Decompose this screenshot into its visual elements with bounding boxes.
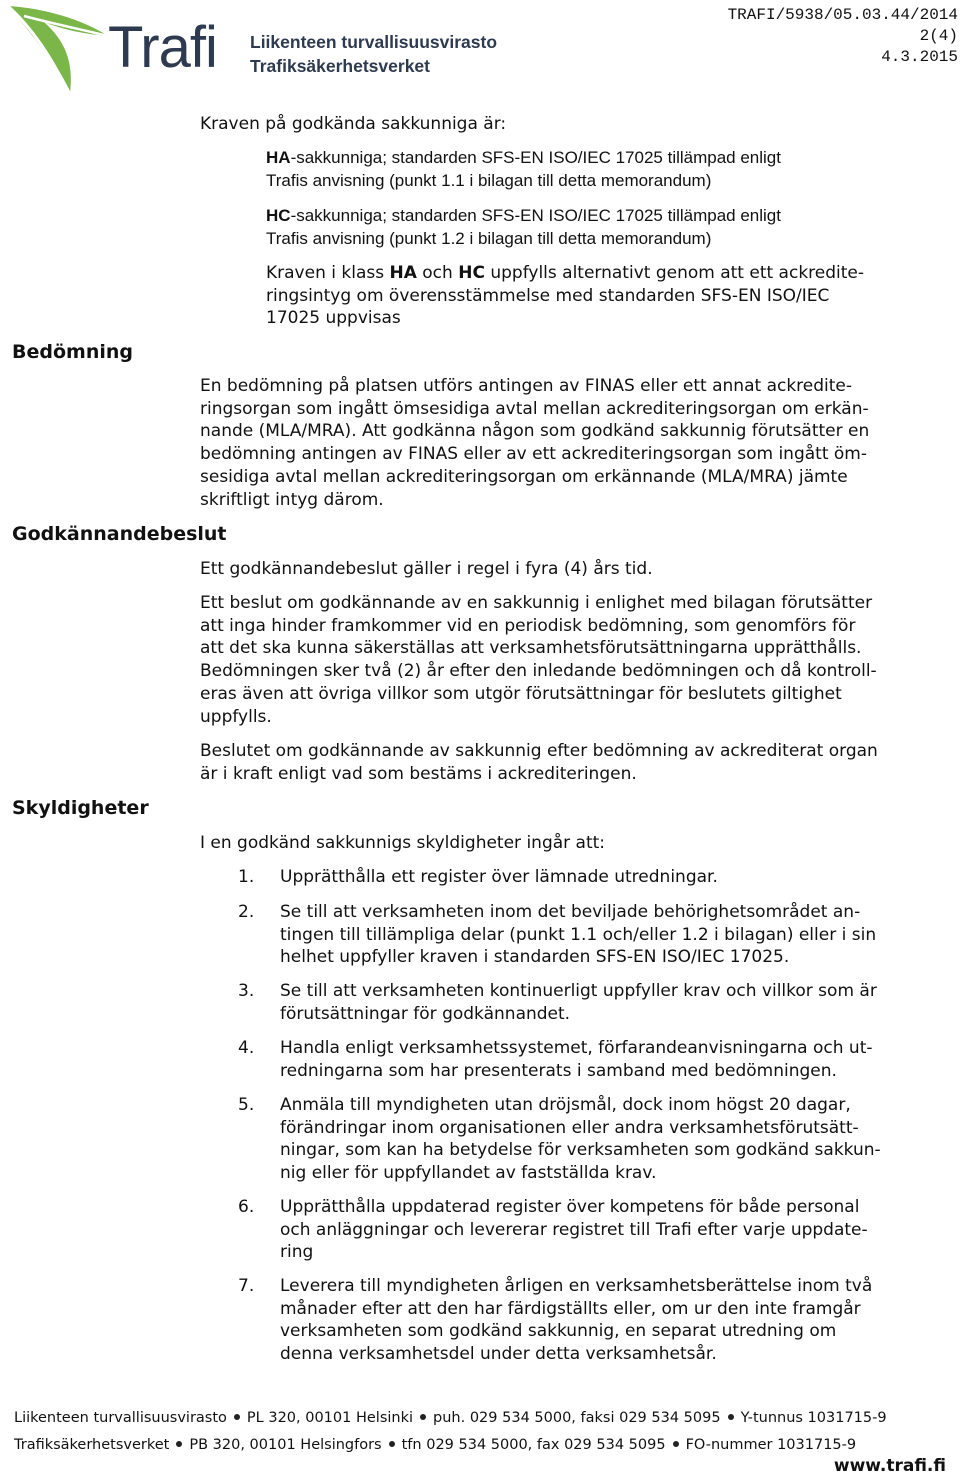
requirements-intro: Kraven på godkända sakkunniga är: <box>200 114 507 134</box>
assessment-line: ringsorgan som ingått ömsesidiga avtal mellan ackrediteringsorgan om erkän- <box>200 398 869 419</box>
acc-pre: Kraven i klass <box>266 263 390 283</box>
decision-validity: Ett godkännandebeslut gäller i regel i fyra (4) års tid. <box>200 559 653 579</box>
hc-text-line2: Trafis anvisning (punkt 1.2 i bilagan till detta memorandum) <box>266 228 712 248</box>
item-line: verksamheten som godkänd sakkunnig, en separat utredning om <box>280 1321 837 1342</box>
assessment-line: sesidiga avtal mellan ackrediteringsorgan om erkännande (MLA/MRA) jämte <box>200 466 848 487</box>
item-number: 6. <box>238 1197 255 1217</box>
requirement-hc <box>266 205 781 250</box>
footer-address: PL 320, 00101 Helsinki <box>246 1410 414 1426</box>
item-line: månader efter att den har färdigställts eller, om ur den inte framgår <box>280 1298 861 1319</box>
item-line: Leverera till myndigheten årligen en verksamhetsberättelse inom två <box>280 1276 873 1296</box>
decision-line: att det ska kunna säkerställas att verksamhetsförutsättningarna upprätthålls. <box>200 638 862 659</box>
footer-business-id: FO-nummer 1031715-9 <box>685 1437 857 1453</box>
ha-text-line1: -sakkunniga; standarden SFS-EN ISO/IEC 17025 tillämpad enligt <box>290 148 781 167</box>
footer-phone: puh. 029 534 5000, faksi 029 534 5095 <box>433 1410 721 1426</box>
item-line: Se till att verksamheten kontinuerligt uppfyller krav och villkor som är <box>280 981 877 1001</box>
duties-intro: I en godkänd sakkunnigs skyldigheter ingår att: <box>200 833 606 853</box>
item-line: ningar, som kan ha betydelse för verksamheten som godkänd sakkun- <box>280 1140 881 1161</box>
decision-paragraph-3 <box>200 740 878 785</box>
decision-line: uppfylls. <box>200 706 272 727</box>
label-assessment: Bedömning <box>12 341 133 363</box>
item-number: 4. <box>238 1038 255 1058</box>
assessment-line: skriftligt intyg därom. <box>200 489 384 510</box>
item-number: 1. <box>238 867 255 887</box>
accreditation-alternative <box>266 262 864 330</box>
ha-text-line2: Trafis anvisning (punkt 1.1 i bilagan till detta memorandum) <box>266 170 712 190</box>
hc-text-line1: -sakkunniga; standarden SFS-EN ISO/IEC 17025 tillämpad enligt <box>290 206 781 225</box>
trafi-logo <box>4 0 116 100</box>
item-number: 7. <box>238 1276 255 1296</box>
item-line: Se till att verksamheten inom det beviljade behörighetsområdet an- <box>280 902 861 922</box>
item-line: Upprätthålla uppdaterad register över kompetens för både personal <box>280 1197 860 1217</box>
ha-class: HA <box>266 148 291 167</box>
bullet-icon <box>728 1414 734 1420</box>
decision-line: Bedömningen sker två (2) år efter den inledande bedömningen och då kontroll- <box>200 661 877 682</box>
footer-org: Liikenteen turvallisuusvirasto <box>14 1410 227 1426</box>
acc-ha: HA <box>389 263 417 283</box>
logo-wordmark: Trafi <box>108 15 217 80</box>
bullet-icon <box>234 1414 240 1420</box>
item-line: och anläggningar och levererar registret till Trafi efter varje uppdate- <box>280 1219 868 1240</box>
hc-class: HC <box>266 206 291 225</box>
acc-mid: och <box>416 263 459 283</box>
footer-org: Trafiksäkerhetsverket <box>14 1437 170 1453</box>
item-line: denna verksamhetsdel under detta verksamhetsår. <box>280 1344 717 1365</box>
assessment-paragraph <box>200 375 869 511</box>
decision-line: att inga hinder framkommer vid en periodisk bedömning, som genomförs för <box>200 615 856 636</box>
footer-fi <box>14 1410 887 1426</box>
footer-business-id: Y-tunnus 1031715-9 <box>740 1410 887 1426</box>
item-line: Handla enligt verksamhetssystemet, förfarandeanvisningarna och ut- <box>280 1038 873 1058</box>
decision-paragraph-2 <box>200 592 877 728</box>
item-line: förutsättningar för godkännandet. <box>280 1003 571 1024</box>
decision-line: eras även att övriga villkor som utgör förutsättningar för beslutets giltighet <box>200 683 842 704</box>
item-line: ring <box>280 1242 314 1263</box>
acc-line3: 17025 uppvisas <box>266 308 401 329</box>
item-line: tingen till tillämpliga delar (punkt 1.1 och/eller 1.2 i bilagan) eller i sin <box>280 924 877 945</box>
item-number: 2. <box>238 902 255 922</box>
agency-name-sv: Trafiksäkerhetsverket <box>250 56 430 76</box>
acc-line2: ringsintyg om överensstämmelse med standarden SFS-EN ISO/IEC <box>266 285 830 306</box>
footer-address: PB 320, 00101 Helsingfors <box>189 1437 382 1453</box>
document-date: 4.3.2015 <box>881 48 958 66</box>
bullet-icon <box>673 1441 679 1447</box>
item-line: förändringar inom organisationen eller andra verksamhetsförutsätt- <box>280 1117 859 1138</box>
item-number: 3. <box>238 981 255 1001</box>
bullet-icon <box>420 1414 426 1420</box>
acc-line1-rest: uppfylls alternativt genom att ett ackredite- <box>484 263 865 283</box>
leaf-logo-icon <box>4 0 116 100</box>
document-id: TRAFI/5938/05.03.44/2014 <box>727 6 958 24</box>
assessment-line: bedömning antingen av FINAS eller av ett ackrediteringsorgan som ingått öm- <box>200 444 867 465</box>
item-number: 5. <box>238 1095 255 1115</box>
assessment-line: En bedömning på platsen utförs antingen av FINAS eller ett annat ackredite- <box>200 376 853 396</box>
decision-line: Beslutet om godkännande av sakkunnig efter bedömning av ackrediterat organ <box>200 741 878 761</box>
acc-hc: HC <box>458 263 485 283</box>
bullet-icon <box>176 1441 182 1447</box>
agency-name-fi: Liikenteen turvallisuusvirasto <box>250 32 498 52</box>
page-number: 2(4) <box>919 27 958 45</box>
item-line: Upprätthålla ett register över lämnade utredningar. <box>280 867 718 887</box>
item-line: redningarna som har presenterats i samband med bedömningen. <box>280 1060 837 1081</box>
decision-line: är i kraft enligt vad som bestäms i ackrediteringen. <box>200 763 637 784</box>
assessment-line: nande (MLA/MRA). Att godkänna någon som godkänd sakkunnig förutsätter en <box>200 421 870 442</box>
footer-sv <box>14 1437 856 1453</box>
label-approval-decision: Godkännandebeslut <box>12 523 227 545</box>
decision-line: Ett beslut om godkännande av en sakkunnig i enlighet med bilagan förutsätter <box>200 593 873 613</box>
bullet-icon <box>389 1441 395 1447</box>
label-duties: Skyldigheter <box>12 797 149 819</box>
requirement-ha <box>266 147 781 192</box>
item-line: helhet uppfyller kraven i standarden SFS-EN ISO/IEC 17025. <box>280 947 790 968</box>
item-line: Anmäla till myndigheten utan dröjsmål, dock inom högst 20 dagar, <box>280 1095 851 1115</box>
footer-phone: tfn 029 534 5000, fax 029 534 5095 <box>401 1437 666 1453</box>
item-line: nig eller för uppfyllandet av fastställda krav. <box>280 1163 657 1184</box>
footer-url[interactable]: www.trafi.fi <box>833 1456 946 1476</box>
